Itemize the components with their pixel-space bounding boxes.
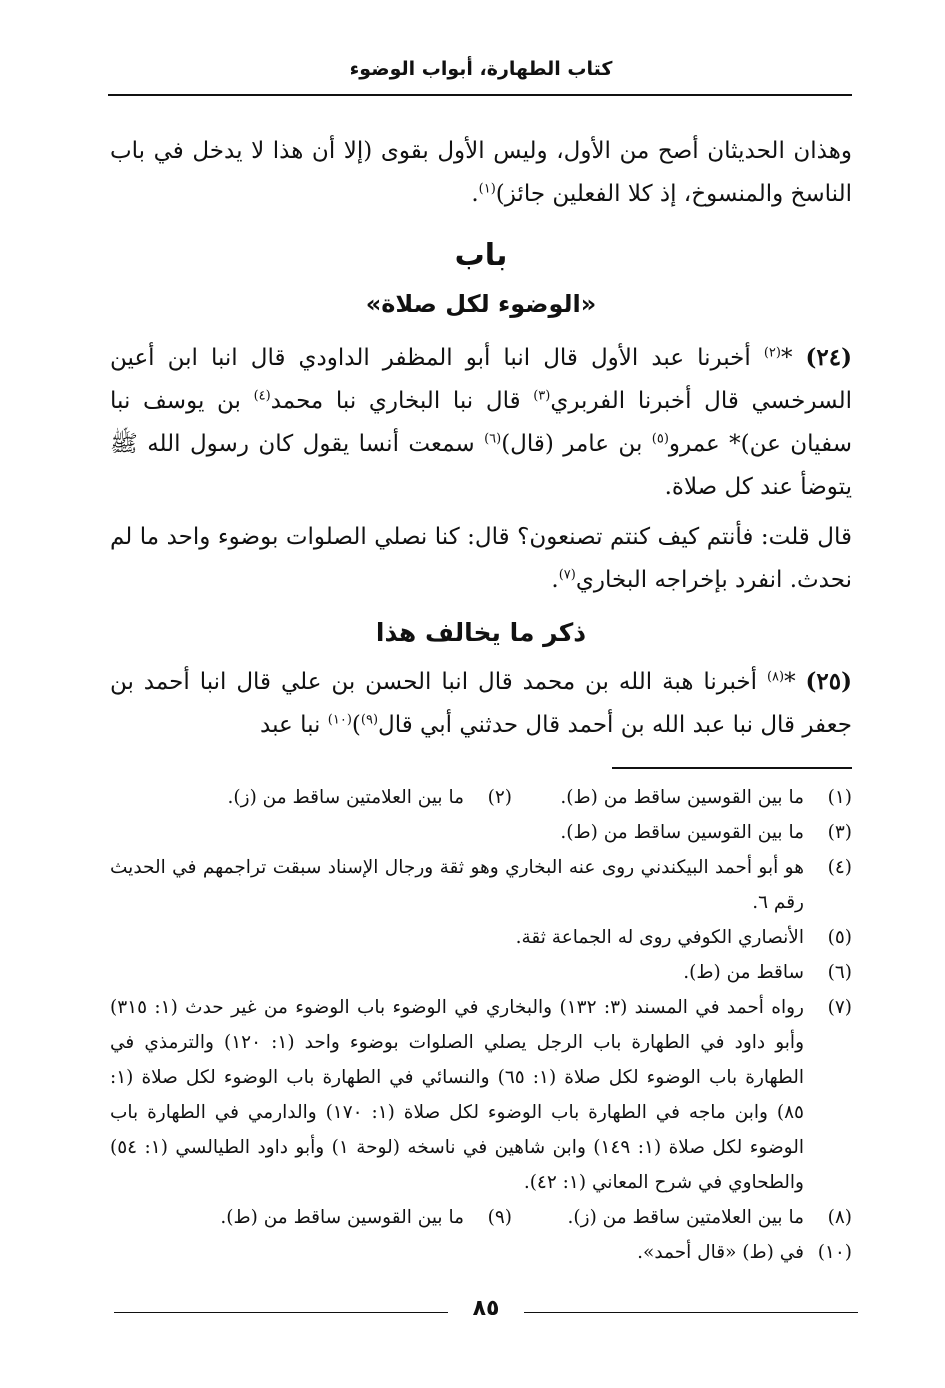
footnote-ref-10[interactable]: (١٠) — [327, 712, 352, 728]
hadith-25 — [110, 660, 852, 747]
footnote-6-text: ساقط من (ط). — [683, 962, 804, 983]
footnote-4-text: هو أبو أحمد البيكندني روى عنه البخاري وهو ثقة ورجال الإسناد سبقت تراجمهم في الحديث رقم ٦. — [110, 857, 804, 913]
footnote-5-text: الأنصاري الكوفي روى له الجماعة ثقة. — [515, 927, 804, 948]
header-rule — [108, 94, 852, 96]
footnote-rule — [612, 767, 852, 769]
hadith-24-marker: * — [780, 345, 806, 371]
footnote-9-text: ما بين القوسين ساقط من (ط). — [220, 1207, 464, 1228]
chapter-heading: باب — [454, 238, 508, 273]
footnote-7-number: (٧) — [827, 997, 852, 1018]
footnote-8-number: (٨) — [827, 1207, 852, 1228]
paragraph-3-end: . — [551, 567, 559, 593]
paragraph-1 — [110, 130, 852, 216]
paragraph-3 — [110, 516, 852, 602]
footnote-10 — [110, 1235, 852, 1270]
footnote-10-number: (١٠) — [817, 1242, 852, 1263]
footnote-ref-2[interactable]: (٢) — [763, 345, 781, 361]
footnote-8 — [512, 1200, 852, 1235]
footnote-ref-1[interactable]: (١) — [478, 181, 496, 197]
footnote-1-text: ما بين القوسين ساقط من (ط). — [560, 787, 804, 808]
paragraph-1-end: . — [471, 181, 479, 207]
footnotes — [110, 780, 852, 1270]
footnote-1-number: (١) — [827, 787, 852, 808]
paragraph-1-text: وهذان الحديثان أصح من الأول، وليس الأول بقوى (إلا أن هذا لا يدخل في باب الناسخ والمنسوخ، إذ كلا الفعلين جائز) — [110, 138, 852, 207]
footnote-4 — [110, 850, 852, 920]
footnote-8-text: ما بين العلامتين ساقط من (ز). — [567, 1207, 804, 1228]
hadith-25-text-1: أخبرنا هبة الله بن محمد قال انبا الحسن بن علي قال انبا أحمد بن جعفر قال نبا عبد الله بن أحمد قال حدثني أبي قال — [110, 669, 852, 738]
footnote-2 — [228, 780, 512, 815]
footnote-row — [110, 1200, 852, 1235]
hadith-24-number: (٢٤) — [805, 344, 852, 371]
footnote-9 — [220, 1200, 512, 1235]
footnote-ref-5[interactable]: (٥) — [651, 431, 669, 447]
hadith-24-text-1: أخبرنا عبد الأول قال انبا أبو المظفر الداودي قال انبا ابن أعين السرخسي قال أخبرنا الفربري — [110, 345, 852, 414]
footnote-6 — [110, 955, 852, 990]
footnote-2-text: ما بين العلامتين ساقط من (ز). — [227, 787, 464, 808]
hadith-25-number: (٢٥) — [805, 668, 852, 695]
footnote-7 — [110, 990, 852, 1200]
footnote-ref-3[interactable]: (٣) — [533, 388, 551, 404]
running-head: كتاب الطهارة، أبواب الوضوء — [349, 58, 613, 80]
footnote-3 — [110, 815, 852, 850]
footnote-ref-7[interactable]: (٧) — [558, 567, 576, 583]
hadith-24-text-3: بن يوسف نبا سفيان عن)* عمرو — [110, 388, 853, 457]
footnote-10-text: في (ط) «قال أحمد». — [637, 1242, 804, 1263]
footnote-ref-4[interactable]: (٤) — [253, 388, 271, 404]
hadith-24-text-2: قال نبا البخاري نبا محمد — [270, 388, 534, 414]
section-heading: ذكر ما يخالف هذا — [375, 618, 587, 647]
footnote-6-number: (٦) — [827, 962, 852, 983]
footnote-ref-6[interactable]: (٦) — [484, 431, 502, 447]
hadith-24-text-4: بن عامر (قال) — [501, 431, 652, 457]
footnote-5 — [110, 920, 852, 955]
footnote-3-number: (٣) — [827, 822, 852, 843]
folio-rule-left — [114, 1312, 448, 1313]
hadith-25-text-3: نبا عبد — [260, 712, 328, 738]
page-number: ٨٥ — [472, 1296, 500, 1321]
footnote-7-text: رواه أحمد في المسند (٣: ١٣٢) والبخاري في الوضوء باب الوضوء من غير حدث (١: ٣١٥) وأبو داود في الطهارة باب الرجل يصلي الصلوات بوضوء واحد (١: ١٢٠) والترمذي في الطهارة باب الوضوء لكل صلاة (١: ٦٥) والنسائي في الطهارة باب الوضوء لكل صلاة (١: ٨٥) وابن ماجه في الطهارة باب الوضوء لكل صلاة (١: ١٧٠) والدارمي في الطهارة باب الوضوء لكل صلاة (١: ١٤٩) وابن شاهين في ناسخه (لوحة ١) وأبو داود الطيالسي (١: ٥٤) والطحاوي في شرح المعاني (١: ٤٢). — [110, 997, 805, 1193]
chapter-subheading: «الوضوء لكل صلاة» — [365, 290, 597, 318]
footnote-9-number: (٩) — [487, 1207, 512, 1228]
folio-rule-right — [524, 1312, 858, 1313]
footnote-3-text: ما بين القوسين ساقط من (ط). — [560, 822, 804, 843]
hadith-24-text-5: سمعت أنسا يقول كان رسول الله ﷺ يتوضأ عند كل صلاة. — [110, 431, 852, 500]
footnote-1 — [512, 780, 852, 815]
hadith-24 — [110, 336, 852, 509]
paragraph-3-text: قال قلت: فأنتم كيف كنتم تصنعون؟ قال: كنا نصلي الصلوات بوضوء واحد ما لم نحدث. انفرد بإخراجه البخاري — [110, 524, 852, 593]
footnote-2-number: (٢) — [487, 787, 512, 808]
footnote-4-number: (٤) — [827, 857, 852, 878]
hadith-25-marker: * — [784, 669, 806, 695]
footnote-row — [110, 780, 852, 815]
footnote-ref-9[interactable]: (٩) — [360, 712, 379, 728]
footnote-5-number: (٥) — [827, 927, 852, 948]
hadith-25-text-2: ) — [351, 712, 361, 738]
footnote-ref-8[interactable]: (٨) — [766, 669, 785, 685]
